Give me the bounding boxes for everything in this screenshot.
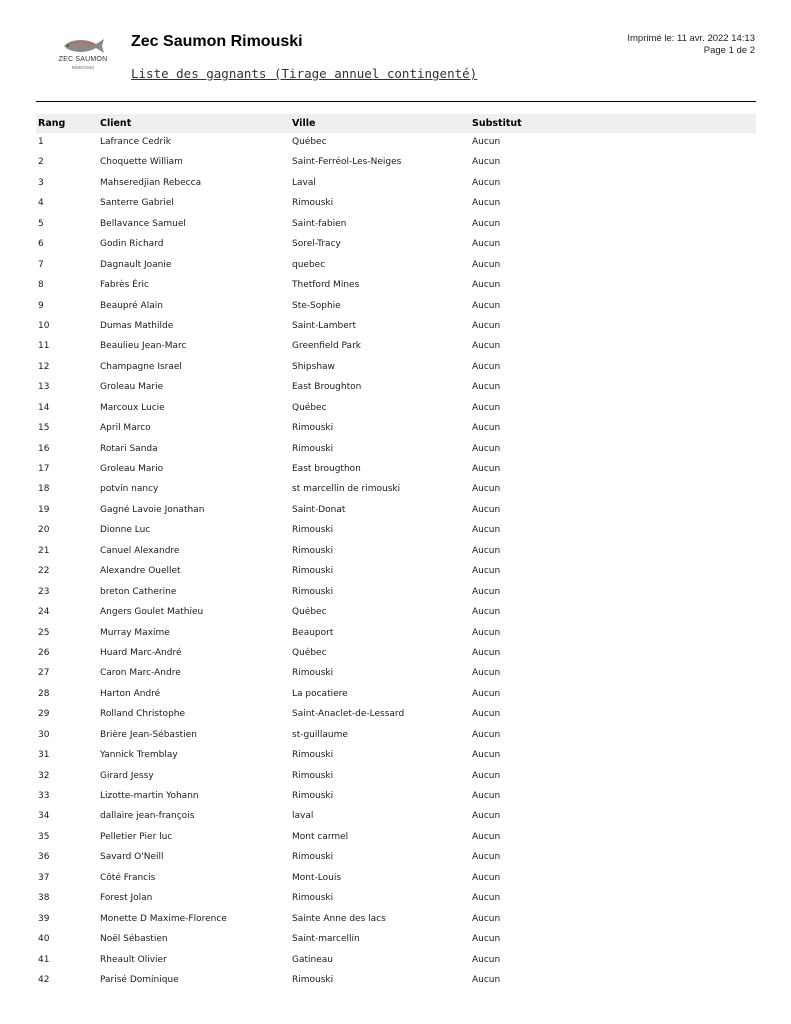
cell-rang: 13	[38, 382, 50, 393]
cell-client: Girard Jessy	[100, 770, 154, 781]
cell-ville: Thetford Mines	[292, 280, 360, 291]
cell-ville: Rimouski	[292, 198, 334, 209]
cell-rang: 42	[38, 974, 50, 985]
table-row	[36, 848, 756, 868]
table-row	[36, 297, 756, 317]
table-row	[36, 480, 756, 500]
cell-client: Rheault Olivier	[100, 954, 167, 965]
table-row	[36, 910, 756, 930]
logo-text: ZEC SAUMON	[58, 56, 108, 63]
table-row	[36, 521, 756, 541]
cell-substitut: Aucun	[472, 688, 501, 699]
cell-client: breton Catherine	[100, 586, 177, 597]
table-row	[36, 501, 756, 521]
cell-rang: 29	[38, 709, 50, 720]
cell-client: Forest Jolan	[100, 893, 153, 904]
cell-client: Canuel Alexandre	[100, 545, 180, 556]
table-header-row	[36, 114, 756, 133]
cell-substitut: Aucun	[472, 586, 501, 597]
cell-client: Dagnault Joanie	[100, 259, 172, 270]
cell-client: Rotari Sanda	[100, 443, 158, 454]
cell-substitut: Aucun	[472, 791, 501, 801]
cell-rang: 30	[38, 729, 50, 740]
cell-rang: 18	[38, 484, 50, 495]
cell-rang: 38	[38, 893, 50, 904]
organization-title: Zec Saumon Rimouski	[131, 33, 303, 50]
cell-rang: 35	[38, 831, 50, 842]
column-header-ville: Ville	[292, 118, 316, 129]
cell-ville: Rimouski	[292, 750, 334, 761]
cell-ville: laval	[292, 811, 314, 822]
cell-substitut: Aucun	[472, 361, 501, 372]
cell-ville: Québec	[292, 647, 327, 658]
table-row	[36, 153, 756, 173]
cell-rang: 7	[38, 259, 44, 270]
table-row	[36, 726, 756, 746]
cell-client: Angers Goulet Mathieu	[100, 607, 204, 618]
cell-client: Bellavance Samuel	[100, 218, 186, 229]
cell-ville: East Broughton	[292, 382, 362, 393]
cell-substitut: Aucun	[472, 443, 501, 454]
cell-rang: 11	[38, 341, 50, 352]
cell-substitut: Aucun	[472, 566, 501, 577]
cell-substitut: Aucun	[472, 320, 501, 331]
cell-client: Harton André	[100, 688, 161, 699]
cell-substitut: Aucun	[472, 464, 501, 474]
logo	[54, 36, 112, 76]
cell-ville: Rimouski	[292, 893, 334, 904]
cell-substitut: Aucun	[472, 157, 501, 168]
cell-ville: Gatineau	[292, 954, 333, 965]
cell-substitut: Aucun	[472, 218, 501, 229]
table-row	[36, 562, 756, 582]
cell-client: Godin Richard	[100, 239, 164, 250]
cell-substitut: Aucun	[472, 607, 501, 618]
cell-client: Marcoux Lucie	[100, 402, 165, 413]
cell-client: Noël Sébastien	[100, 934, 168, 945]
cell-substitut: Aucun	[472, 423, 501, 434]
cell-ville: Saint-marcellin	[292, 934, 360, 945]
cell-ville: Rimouski	[292, 770, 334, 781]
winners-table	[36, 114, 756, 991]
cell-rang: 27	[38, 668, 50, 679]
cell-ville: st-guillaume	[292, 729, 348, 740]
table-row	[36, 624, 756, 644]
table-row	[36, 174, 756, 194]
cell-substitut: Aucun	[472, 382, 501, 393]
cell-ville: Greenfield Park	[292, 341, 361, 352]
column-header-substitut: Substitut	[472, 118, 522, 129]
cell-substitut: Aucun	[472, 525, 501, 536]
cell-substitut: Aucun	[472, 668, 501, 679]
cell-ville: Saint-Donat	[292, 504, 346, 515]
table-row	[36, 869, 756, 889]
cell-substitut: Aucun	[472, 239, 501, 250]
cell-rang: 23	[38, 586, 50, 597]
table-row	[36, 460, 756, 480]
cell-ville: Sainte Anne des lacs	[292, 913, 386, 924]
cell-substitut: Aucun	[472, 750, 501, 761]
header-divider	[36, 101, 756, 102]
cell-client: Lizotte-martin Yohann	[100, 791, 199, 801]
printed-date: Imprimé le: 11 avr. 2022 14:13	[627, 33, 755, 44]
cell-rang: 37	[38, 872, 50, 883]
cell-substitut: Aucun	[472, 259, 501, 270]
cell-rang: 21	[38, 545, 50, 556]
cell-rang: 36	[38, 852, 50, 863]
cell-ville: Saint-Ferréol-Les-Neiges	[292, 157, 402, 168]
cell-client: Alexandre Ouellet	[100, 566, 181, 577]
cell-rang: 39	[38, 913, 50, 924]
cell-ville: Québec	[292, 607, 327, 618]
cell-rang: 24	[38, 607, 50, 618]
cell-rang: 41	[38, 954, 50, 965]
cell-rang: 19	[38, 504, 50, 515]
cell-rang: 1	[38, 137, 44, 147]
cell-ville: st marcellin de rimouski	[292, 484, 401, 495]
cell-rang: 28	[38, 688, 50, 699]
table-row	[36, 889, 756, 909]
cell-client: Monette D Maxime-Florence	[100, 913, 227, 924]
table-row	[36, 644, 756, 664]
cell-client: Savard O'Neill	[100, 852, 164, 863]
table-row	[36, 787, 756, 807]
table-row	[36, 971, 756, 991]
table-row	[36, 419, 756, 439]
cell-client: Beaulieu Jean-Marc	[100, 341, 187, 352]
table-row	[36, 194, 756, 214]
cell-ville: Rimouski	[292, 668, 334, 679]
cell-client: Mahseredjian Rebecca	[100, 177, 202, 188]
cell-substitut: Aucun	[472, 545, 501, 556]
table-row	[36, 256, 756, 276]
cell-ville: Rimouski	[292, 423, 334, 434]
cell-rang: 14	[38, 402, 50, 413]
table-row	[36, 930, 756, 950]
cell-rang: 32	[38, 770, 50, 781]
cell-client: Dumas Mathilde	[100, 320, 174, 331]
cell-rang: 31	[38, 750, 50, 761]
cell-ville: Laval	[292, 177, 316, 188]
cell-rang: 15	[38, 423, 50, 434]
cell-rang: 40	[38, 934, 50, 945]
table-row	[36, 215, 756, 235]
cell-rang: 16	[38, 443, 50, 454]
cell-client: Côté Francis	[100, 872, 156, 883]
table-row	[36, 337, 756, 357]
cell-substitut: Aucun	[472, 137, 501, 147]
cell-ville: La pocatiere	[292, 688, 348, 699]
table-row	[36, 828, 756, 848]
cell-ville: East brougthon	[292, 464, 361, 474]
cell-substitut: Aucun	[472, 709, 501, 720]
cell-substitut: Aucun	[472, 974, 501, 985]
table-row	[36, 276, 756, 296]
cell-substitut: Aucun	[472, 504, 501, 515]
cell-rang: 26	[38, 647, 50, 658]
cell-client: April Marco	[100, 423, 151, 434]
cell-ville: Sorel-Tracy	[292, 239, 341, 250]
cell-ville: Mont-Louis	[292, 872, 342, 883]
cell-substitut: Aucun	[472, 341, 501, 352]
cell-client: Huard Marc-André	[100, 647, 182, 658]
cell-substitut: Aucun	[472, 198, 501, 209]
column-header-client: Client	[100, 118, 132, 129]
cell-client: Groleau Mario	[100, 464, 164, 474]
cell-substitut: Aucun	[472, 852, 501, 863]
cell-substitut: Aucun	[472, 831, 501, 842]
cell-ville: Ste-Sophie	[292, 300, 341, 311]
table-row	[36, 951, 756, 971]
cell-client: Lafrance Cedrik	[100, 137, 171, 147]
cell-client: Caron Marc-Andre	[100, 668, 181, 679]
cell-rang: 9	[38, 300, 44, 311]
table-row	[36, 317, 756, 337]
cell-rang: 4	[38, 198, 44, 209]
cell-client: Dionne Luc	[100, 525, 151, 536]
column-header-rang: Rang	[38, 118, 66, 129]
cell-rang: 17	[38, 464, 50, 474]
cell-ville: Rimouski	[292, 586, 334, 597]
cell-client: Champagne Israel	[100, 361, 182, 372]
table-row	[36, 358, 756, 378]
cell-client: Gagné Lavoie Jonathan	[100, 504, 205, 515]
cell-substitut: Aucun	[472, 872, 501, 883]
table-row	[36, 807, 756, 827]
cell-client: Santerre Gabriel	[100, 198, 174, 209]
cell-rang: 5	[38, 218, 44, 229]
cell-client: dallaire jean-françois	[100, 811, 195, 822]
cell-ville: Shipshaw	[292, 361, 335, 372]
cell-rang: 25	[38, 627, 50, 638]
report-title: Liste des gagnants (Tirage annuel contingenté)	[131, 66, 478, 81]
cell-substitut: Aucun	[472, 484, 501, 495]
cell-substitut: Aucun	[472, 300, 501, 311]
cell-substitut: Aucun	[472, 177, 501, 188]
table-body	[36, 133, 756, 991]
cell-rang: 20	[38, 525, 50, 536]
cell-client: Murray Maxime	[100, 627, 170, 638]
salmon-fish-icon	[60, 36, 106, 56]
cell-substitut: Aucun	[472, 402, 501, 413]
table-row	[36, 542, 756, 562]
cell-client: Choquette William	[100, 157, 183, 168]
table-row	[36, 746, 756, 766]
cell-substitut: Aucun	[472, 934, 501, 945]
cell-ville: Saint-Lambert	[292, 320, 356, 331]
table-row	[36, 583, 756, 603]
cell-client: Pelletier Pier luc	[100, 831, 173, 842]
page-number: Page 1 de 2	[703, 45, 755, 56]
cell-ville: Rimouski	[292, 525, 334, 536]
cell-client: Rolland Christophe	[100, 709, 186, 720]
cell-ville: Mont carmel	[292, 831, 349, 842]
cell-rang: 3	[38, 177, 44, 188]
table-row	[36, 685, 756, 705]
cell-client: potvin nancy	[100, 484, 159, 495]
table-row	[36, 378, 756, 398]
cell-ville: Saint-Anaclet-de-Lessard	[292, 709, 405, 720]
cell-client: Fabrès Éric	[100, 280, 150, 291]
cell-rang: 2	[38, 157, 44, 168]
table-row	[36, 399, 756, 419]
cell-substitut: Aucun	[472, 647, 501, 658]
logo-subtext: RIMOUSKI	[71, 65, 95, 70]
cell-ville: Beauport	[292, 627, 334, 638]
table-row	[36, 767, 756, 787]
cell-substitut: Aucun	[472, 954, 501, 965]
table-row	[36, 664, 756, 684]
table-row	[36, 235, 756, 255]
cell-ville: quebec	[292, 259, 326, 270]
cell-rang: 8	[38, 280, 44, 291]
cell-ville: Rimouski	[292, 443, 334, 454]
cell-rang: 34	[38, 811, 50, 822]
table-row	[36, 603, 756, 623]
cell-client: Brière Jean-Sébastien	[100, 729, 197, 740]
cell-ville: Québec	[292, 137, 327, 147]
print-info	[627, 33, 755, 57]
cell-rang: 6	[38, 239, 44, 250]
cell-substitut: Aucun	[472, 627, 501, 638]
table-row	[36, 440, 756, 460]
cell-ville: Saint-fabien	[292, 218, 347, 229]
cell-substitut: Aucun	[472, 811, 501, 822]
cell-client: Yannick Tremblay	[100, 750, 178, 761]
table-row	[36, 705, 756, 725]
cell-substitut: Aucun	[472, 280, 501, 291]
cell-client: Groleau Marie	[100, 382, 164, 393]
cell-ville: Rimouski	[292, 974, 334, 985]
table-row	[36, 133, 756, 153]
cell-substitut: Aucun	[472, 913, 501, 924]
cell-client: Parisé Dominique	[100, 974, 179, 985]
cell-substitut: Aucun	[472, 770, 501, 781]
cell-ville: Rimouski	[292, 791, 334, 801]
cell-rang: 33	[38, 791, 50, 801]
cell-rang: 22	[38, 566, 50, 577]
cell-ville: Rimouski	[292, 566, 334, 577]
cell-ville: Québec	[292, 402, 327, 413]
cell-ville: Rimouski	[292, 852, 334, 863]
cell-rang: 12	[38, 361, 50, 372]
cell-substitut: Aucun	[472, 893, 501, 904]
cell-rang: 10	[38, 320, 50, 331]
cell-ville: Rimouski	[292, 545, 334, 556]
cell-substitut: Aucun	[472, 729, 501, 740]
cell-client: Beaupré Alain	[100, 300, 163, 311]
